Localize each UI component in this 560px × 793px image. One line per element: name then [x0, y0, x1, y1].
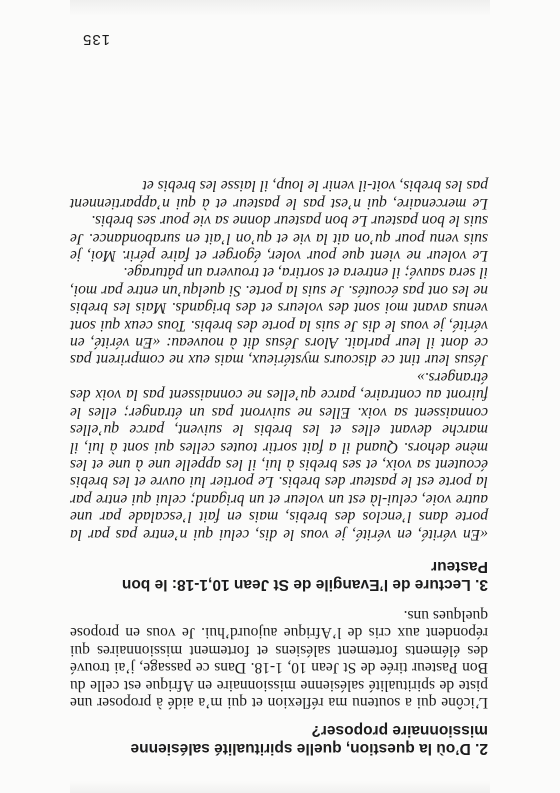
page-number: 135: [82, 31, 111, 48]
gospel-quote-paragraph-4: Le mercenaire, qui n’est pas le pasteur et à qui n’appartiennent pas les brebis, voit-il venir le loup, il laisse les brebis et: [70, 177, 488, 212]
next-page-bleed: [70, 0, 490, 16]
previous-page-bleed: [70, 781, 490, 793]
gospel-quote-paragraph-2: Jésus leur tint ce discours mystérieux, mais eux ne comprirent pas ce dont il leur parlait. Alors Jésus dit à nouveau: «En vérité, en vérité, je vous le dis Je suis la porte des brebis. Tous ceux qui sont venus avant moi sont des voleurs et des brigands. Mais les brebis ne les ont pas écoutés. Je suis la porte. Si quelqu’un entre par moi, il sera sauvé; il entrera et sortira, et trouvera un pâturage.: [70, 264, 488, 369]
section-2-heading: 2. D’où la question, quelle spiritualité salésienne missionnaire proposer?: [130, 722, 488, 757]
gospel-quote-paragraph-1: «En vérité, en vérité, je vous le dis, celui qui n’entre pas par la porte dans l’enclos des brebis, mais en fait l’escalade par une autre voie, celui-là est un voleur et un brigand; celui qui entre par la porte est le pasteur des brebis. Le portier lui ouvre et les brebis écoutent sa voix, et ses brebis à lui, il les appelle une à une et les mène dehors. Quand il a fait sortir toutes celles qui sont à lui, il marche devant elles et les brebis le suivent, parce qu’elles connaissent sa voix. Elles ne suivront pas un étranger; elles le fuiront au contraire, parce qu’elles ne connaissent pas la voix des étrangers.»: [70, 368, 488, 543]
section-3-heading: 3. Lecture de l’Evangile de St Jean 10,1-18: le bon Pasteur: [121, 557, 488, 593]
gospel-quote-paragraph-3: Le voleur ne vient que pour voler, égorger et faire périr. Moi, je suis venu pour qu’on ait la vie et qu’on l’ait en surabondance. Je suis le bon pasteur Le bon pasteur donne sa vie pour ses brebis.: [70, 212, 488, 265]
section-2-paragraph: L’icône qui a soutenu ma réflexion et qui m’a aidé à proposer une piste de spiritualité salésienne missionnaire en Afrique est celle du Bon Pasteur tirée de St Jean 10, 1-18. Dans ce passage, j’ai trouvé des éléments fortement salésiens et fortement missionnaires qui répondent aux cris de l’Afrique aujourd’hui. Je vous en propose quelques uns.: [70, 606, 488, 711]
page-content: [70, 177, 488, 763]
